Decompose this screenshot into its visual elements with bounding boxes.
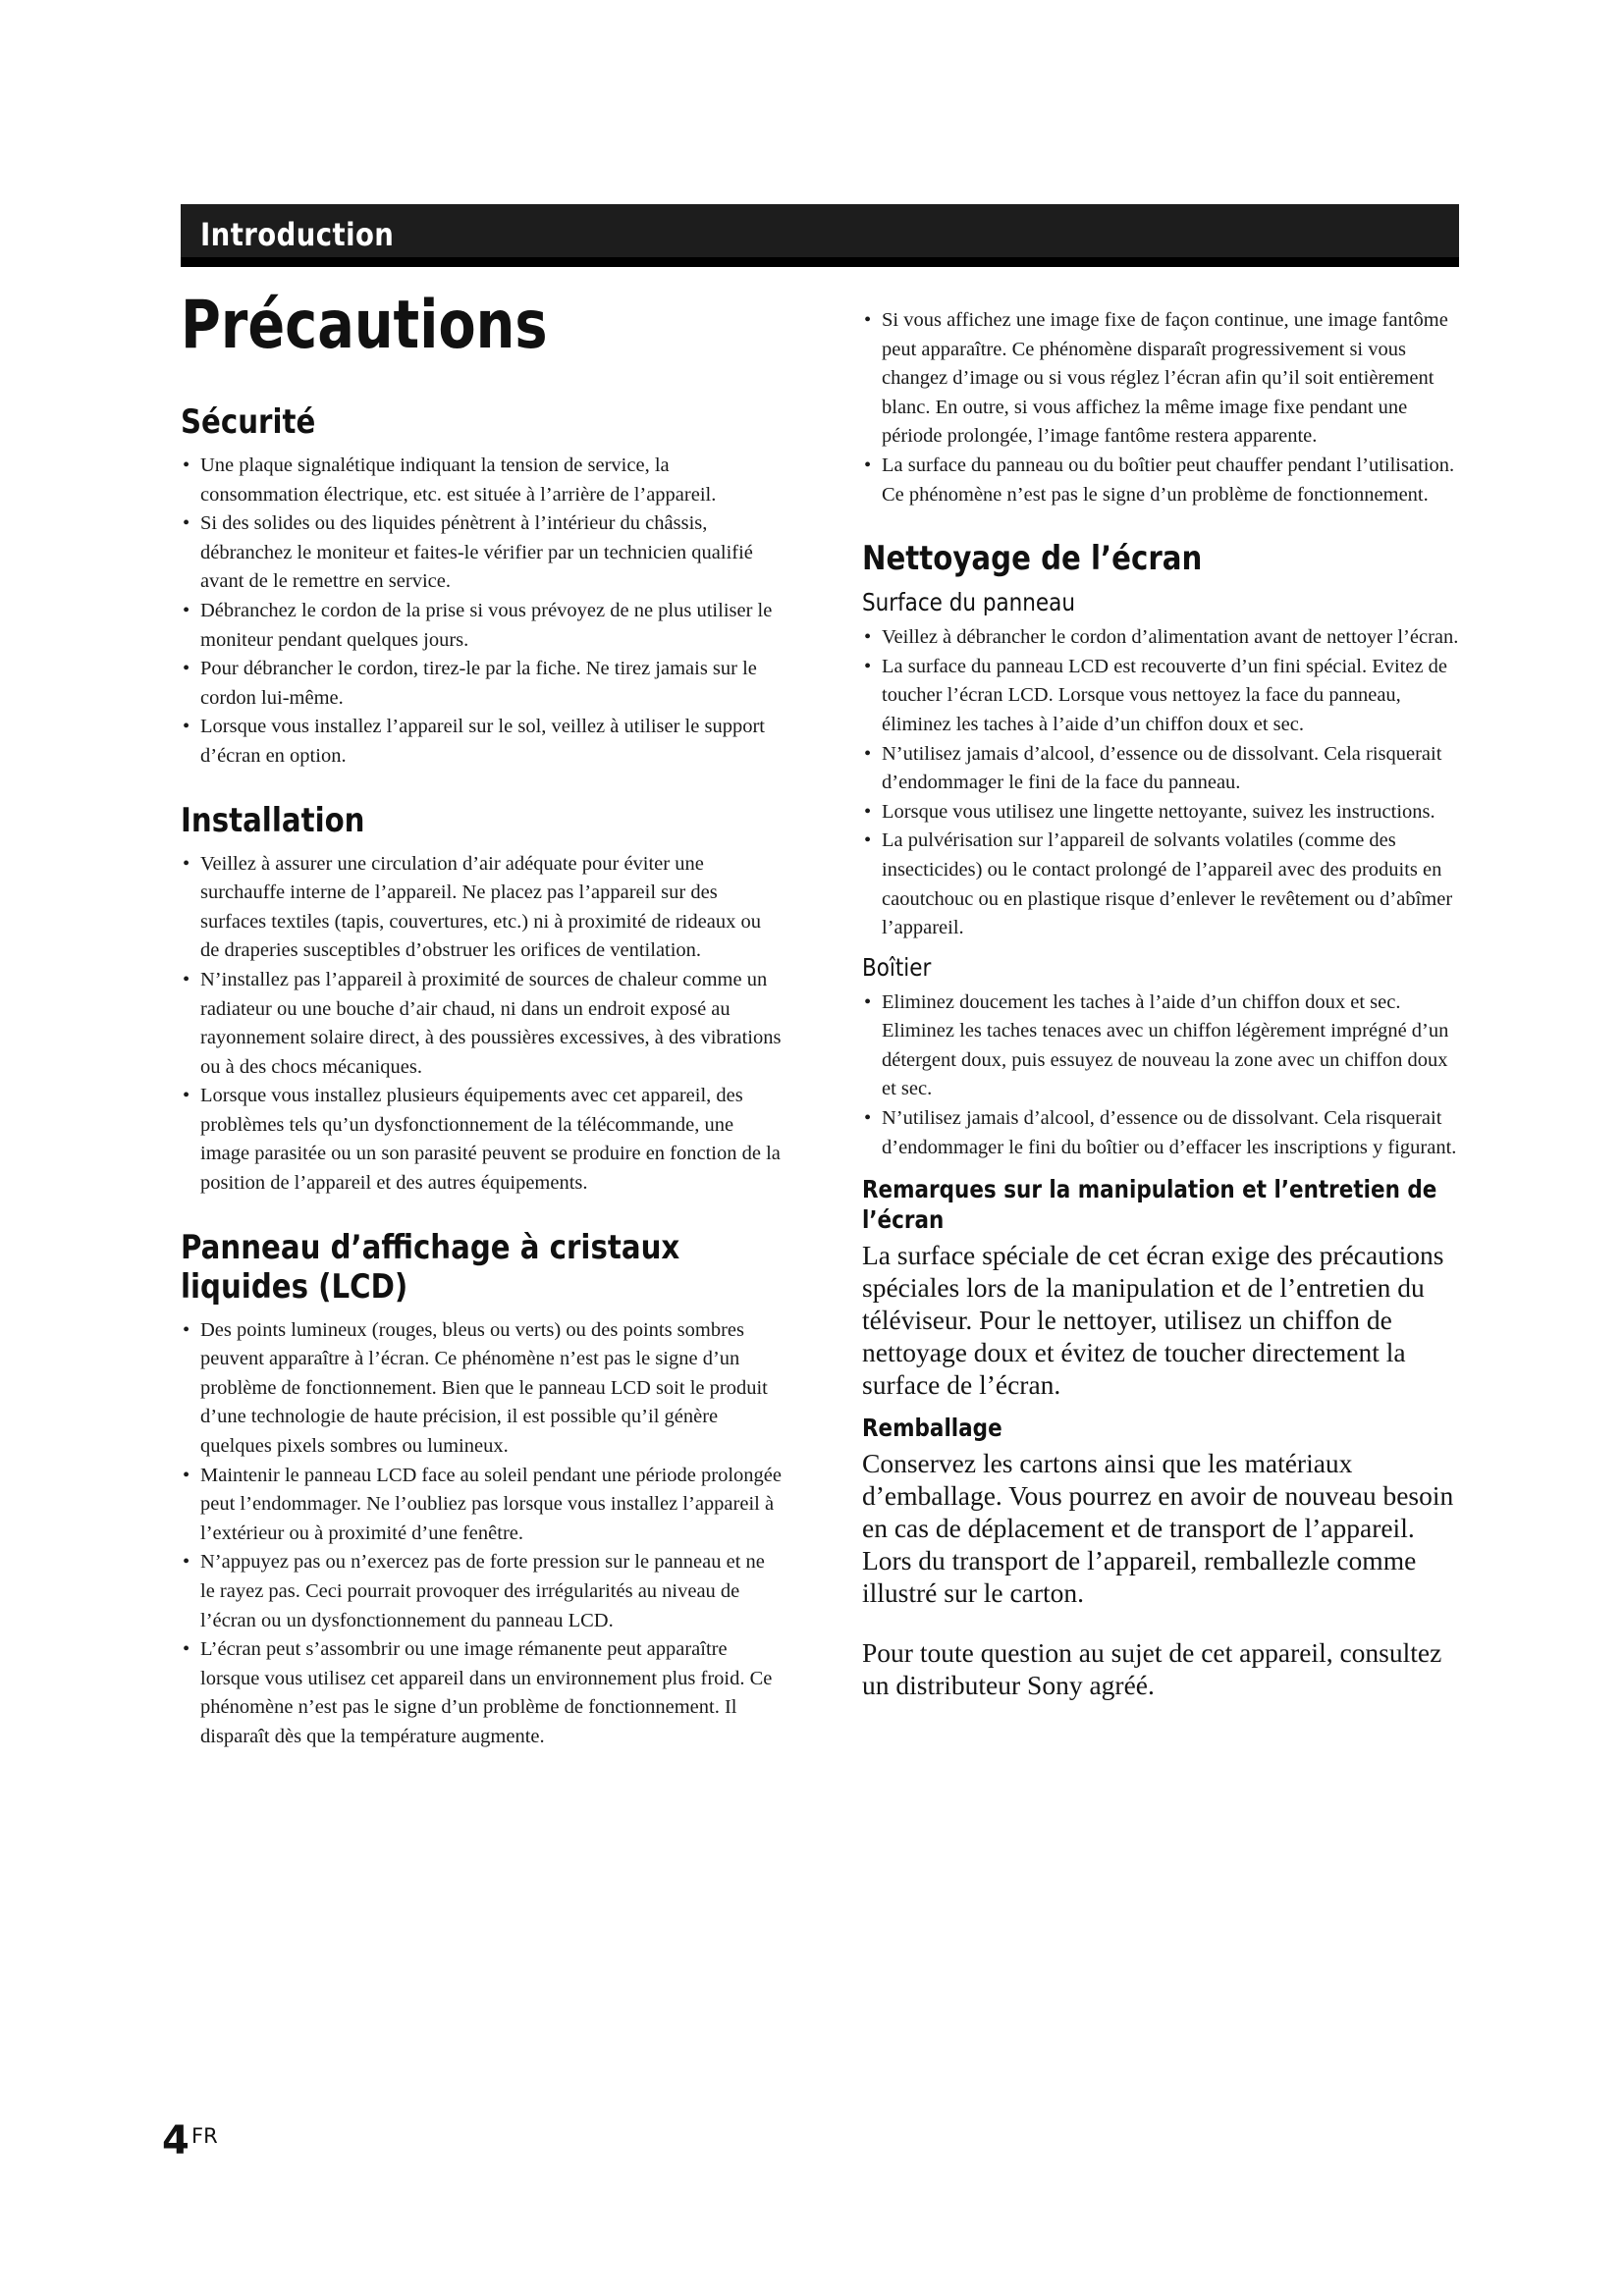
boitier-list (862, 988, 1463, 1163)
heading-securite: Sécurité (181, 402, 316, 442)
heading-remarques: Remarques sur la manipulation et l’entretien de l’écran (862, 1175, 1437, 1235)
remballage-text: Conservez les cartons ainsi que les matériaux d’emballage. Vous pourrez en avoir de nouveau besoin en cas de déplacement et de transport de l’appareil. Lors du transport de l’appareil, remballezle comme illustré sur le carton. (862, 1448, 1454, 1609)
list-item: • La pulvérisation sur l’appareil de solvants volatiles (comme des insecticides) ou le contact prolongé de l’appareil avec des produits en caoutchouc ou en plastique risque d’enlever le revêtement ou d’abîmer l’appareil. (862, 827, 1463, 942)
list-item: • Eliminez doucement les taches à l’aide d’un chiffon doux et sec. Eliminez les taches tenaces avec un chiffon légèrement imprégné d’un détergent doux, puis essuyez de nouveau la zone avec un chiffon doux et sec. (862, 988, 1463, 1104)
page-number: 4 (162, 2118, 189, 2163)
list-item: • Des points lumineux (rouges, bleus ou verts) ou des points sombres peuvent apparaître à l’écran. Ce phénomène n’est pas le signe d’un problème de fonctionnement. Bien que le panneau LCD soit le produit d’une technologie de haute précision, il est possible qu’il génère quelques pixels sombres ou lumineux. (181, 1316, 782, 1462)
contact-text: Pour toute question au sujet de cet appareil, consultez un distributeur Sony agréé. (862, 1637, 1442, 1701)
banner-divider (181, 257, 1459, 267)
list-item: • N’installez pas l’appareil à proximité de sources de chaleur comme un radiateur ou une bouche d’air chaud, ni dans un endroit exposé au rayonnement solaire direct, à des poussières excessives, à des vibrations ou à des chocs mécaniques. (181, 966, 782, 1082)
left-column (181, 306, 782, 1752)
lcd-list (181, 1316, 782, 1752)
list-item: • Pour débrancher le cordon, tirez-le par la fiche. Ne tirez jamais sur le cordon lui-même. (181, 655, 782, 713)
list-item: • N’utilisez jamais d’alcool, d’essence ou de dissolvant. Cela risquerait d’endommager le fini du boîtier ou d’effacer les inscriptions y figurant. (862, 1104, 1463, 1162)
list-item: • Veillez à assurer une circulation d’air adéquate pour éviter une surchauffe interne de l’appareil. Ne placez pas l’appareil sur des surfaces textiles (tapis, couvertures, etc.) ni à proximité de rideaux ou de draperies susceptibles d’obstruer les orifices de ventilation. (181, 850, 782, 966)
heading-lcd: Panneau d’affichage à cristaux liquides (LCD) (181, 1227, 680, 1307)
subheading-surface: Surface du panneau (862, 588, 1075, 617)
right-column (862, 306, 1463, 1701)
page-title: Précautions (181, 287, 548, 364)
list-item: • Maintenir le panneau LCD face au soleil pendant une période prolongée peut l’endommager. Ne l’oubliez pas lorsque vous installez l’appareil à l’extérieur ou à proximité d’une fenêtre. (181, 1462, 782, 1549)
list-item: • Lorsque vous installez plusieurs équipements avec cet appareil, des problèmes tels qu’un dysfonctionnement de la télécommande, une image parasitée ou un son parasité peuvent se produire en fonction de la position de l’appareil et des autres équipements. (181, 1082, 782, 1198)
list-item: • Lorsque vous utilisez une lingette nettoyante, suivez les instructions. (862, 798, 1463, 828)
remarques-text: La surface spéciale de cet écran exige des précautions spéciales lors de la manipulation et de l’entretien du téléviseur. Pour le nettoyer, utilisez un chiffon de nettoyage doux et évitez de toucher directement la surface de l’écran. (862, 1240, 1444, 1401)
installation-list (181, 850, 782, 1199)
section-banner (181, 204, 1459, 267)
list-item: • N’appuyez pas ou n’exercez pas de forte pression sur le panneau et ne le rayez pas. Ceci pourrait provoquer des irrégularités au niveau de l’écran ou un dysfonctionnement du panneau LCD. (181, 1548, 782, 1635)
list-item: • La surface du panneau LCD est recouverte d’un fini spécial. Evitez de toucher l’écran LCD. Lorsque vous nettoyez la face du panneau, éliminez les taches à l’aide d’un chiffon doux et sec. (862, 653, 1463, 740)
lcd-continued-list (862, 306, 1463, 509)
heading-installation: Installation (181, 800, 365, 840)
list-item: • N’utilisez jamais d’alcool, d’essence ou de dissolvant. Cela risquerait d’endommager le fini de la face du panneau. (862, 740, 1463, 798)
list-item: • Lorsque vous installez l’appareil sur le sol, veillez à utiliser le support d’écran en option. (181, 713, 782, 771)
securite-list (181, 452, 782, 772)
list-item: • L’écran peut s’assombrir ou une image rémanente peut apparaître lorsque vous utilisez cet appareil dans un environnement plus froid. Ce phénomène n’est pas le signe d’un problème de fonctionnement. Il disparaît dès que la température augmente. (181, 1635, 782, 1751)
list-item: • La surface du panneau ou du boîtier peut chauffer pendant l’utilisation. Ce phénomène n’est pas le signe d’un problème de fonctionnement. (862, 452, 1463, 509)
section-banner-label: Introduction (200, 216, 395, 253)
spacer (862, 1609, 1463, 1636)
page-language-suffix: FR (191, 2124, 218, 2148)
list-item: • Si vous affichez une image fixe de façon continue, une image fantôme peut apparaître. Ce phénomène disparaît progressivement si vous changez d’image ou si vous réglez l’écran afin qu’il soit entièrement blanc. En outre, si vous affichez la même image fixe pendant une période prolongée, l’image fantôme restera apparente. (862, 306, 1463, 452)
list-item: • Une plaque signalétique indiquant la tension de service, la consommation électrique, etc. est située à l’arrière de l’appareil. (181, 452, 782, 509)
list-item: • Si des solides ou des liquides pénètrent à l’intérieur du châssis, débranchez le moniteur et faites-le vérifier par un technicien qualifié avant de le remettre en service. (181, 509, 782, 597)
heading-remballage: Remballage (862, 1414, 1002, 1443)
heading-nettoyage: Nettoyage de l’écran (862, 539, 1203, 579)
list-item: • Veillez à débrancher le cordon d’alimentation avant de nettoyer l’écran. (862, 623, 1463, 653)
surface-list (862, 623, 1463, 943)
list-item: • Débranchez le cordon de la prise si vous prévoyez de ne plus utiliser le moniteur pendant quelques jours. (181, 597, 782, 655)
subheading-boitier: Boîtier (862, 952, 932, 982)
